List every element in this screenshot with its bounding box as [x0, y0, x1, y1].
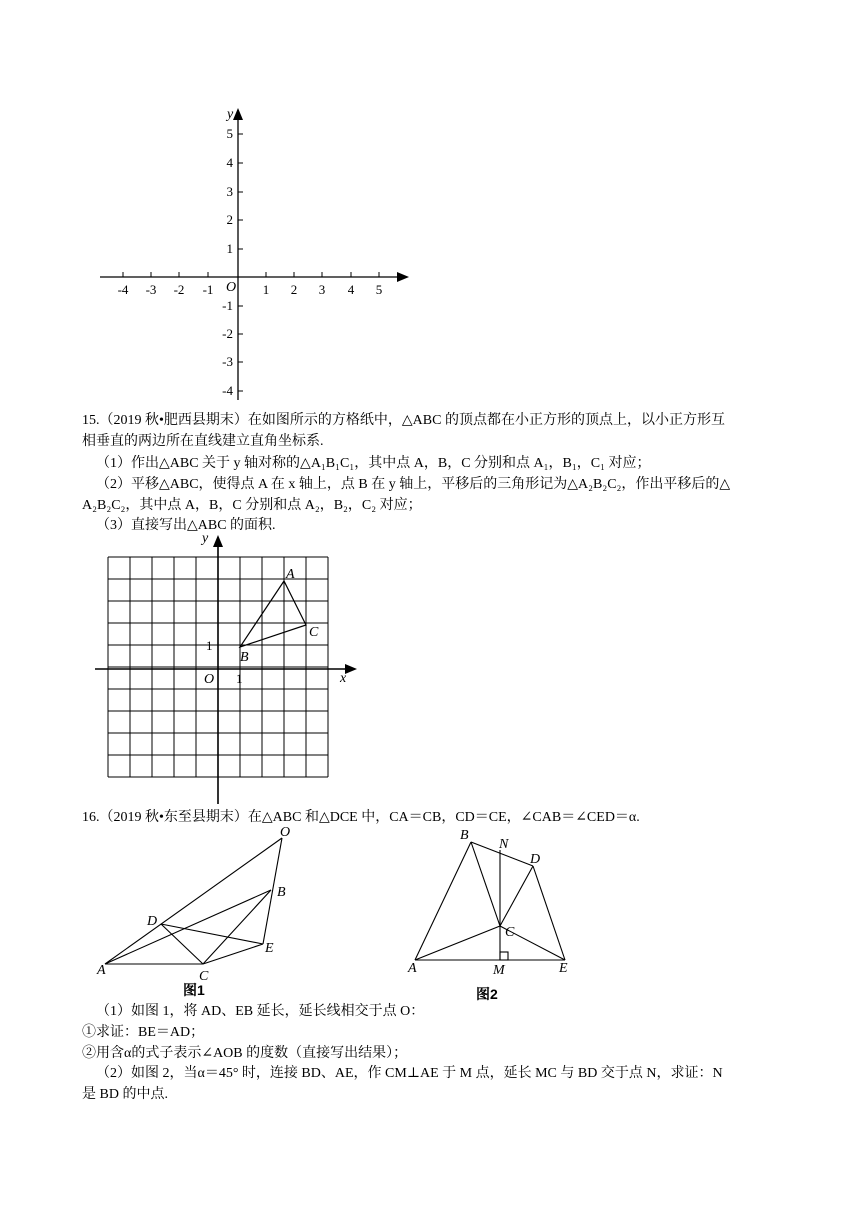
grid-x-label: x [340, 671, 347, 686]
figure-2 [405, 826, 580, 982]
fig2-label-b: B [460, 828, 469, 843]
y-tick-label: 3 [226, 184, 233, 199]
x-tick-label: 5 [375, 282, 383, 297]
grid-origin-label: O [204, 672, 215, 687]
fig2-label-m: M [493, 963, 505, 978]
fig2-label-a: A [408, 961, 417, 976]
y-tick-label: -2 [222, 326, 233, 341]
y-tick-label: 2 [226, 212, 233, 227]
fig2-label-n: N [499, 837, 509, 852]
point-a-label: A [286, 567, 295, 582]
q15-part-2: （2）平移△ABC，使得点 A 在 x 轴上，点 B 在 y 轴上，平移后的三角形记为△A₂B₂C₂，作出平移后的△ [96, 477, 731, 492]
figure-2-caption: 图2 [476, 986, 498, 1002]
q15-part-3: （3）直接写出△ABC 的面积. [96, 518, 276, 533]
figure-1 [95, 824, 305, 986]
q15-part-1: （1）作出△ABC 关于 y 轴对称的△A₁B₁C₁，其中点 A，B，C 分别和点 A₁，B₁，C₁ 对应； [96, 456, 651, 471]
x-tick-label: -1 [202, 282, 214, 297]
triangle-abc [240, 581, 306, 647]
y-tick-label: -1 [222, 298, 233, 313]
fig2-label-e: E [559, 961, 568, 976]
y-tick-label: 1 [226, 241, 233, 256]
y-tick-label: -4 [222, 383, 233, 398]
x-tick-label: 2 [290, 282, 298, 297]
y-tick-label: 4 [226, 155, 233, 170]
q16-head: 16.（2019 秋•东至县期末）在△ABC 和△DCE 中，CA＝CB，CD＝CE，∠CAB＝∠CED＝α. [82, 810, 640, 825]
q16-part-1: （1）如图 1，将 AD、EB 延长，延长线相交于点 O： [96, 1004, 425, 1019]
x-tick-label: -2 [173, 282, 185, 297]
fig2-label-d: D [530, 852, 541, 867]
origin-label: O [226, 280, 237, 295]
grid-figure [95, 530, 365, 806]
x-tick-label: 1 [262, 282, 270, 297]
point-c-label: C [309, 625, 319, 640]
x-tick-label: 4 [347, 282, 355, 297]
q16-part-2-cont: 是 BD 的中点. [82, 1087, 168, 1102]
fig1-label-a: A [97, 963, 106, 978]
grid-one-x-label: 1 [236, 671, 243, 686]
y-tick-label: -3 [222, 354, 233, 369]
x-tick-label: 3 [318, 282, 326, 297]
q15-head: 15.（2019 秋•肥西县期末）在如图所示的方格纸中，△ABC 的顶点都在小正方形的顶点上，以小正方形互 [82, 413, 725, 428]
fig1-label-c: C [199, 969, 209, 984]
coordinate-axes-figure [95, 100, 415, 410]
x-tick-label: -3 [145, 282, 157, 297]
y-tick-label: 5 [226, 126, 233, 141]
fig1-label-o: O [280, 825, 291, 840]
q15-part-2-cont: A₂B₂C₂，其中点 A，B，C 分别和点 A₂，B₂，C₂ 对应； [82, 498, 422, 513]
q16-part-1a: ①求证：BE＝AD； [82, 1025, 205, 1040]
q16-part-1b: ②用含α的式子表示∠AOB 的度数（直接写出结果）； [82, 1046, 408, 1061]
figure-1-caption: 图1 [183, 982, 205, 998]
q16-part-2: （2）如图 2，当α＝45° 时，连接 BD、AE，作 CM⊥AE 于 M 点，延长 MC 与 BD 交于点 N，求证：N [96, 1066, 723, 1081]
grid-y-label: y [202, 531, 209, 546]
fig1-label-b: B [277, 885, 286, 900]
fig1-label-e: E [265, 941, 274, 956]
axis-y-label: y [227, 107, 234, 122]
grid-one-y-label: 1 [206, 638, 213, 653]
point-b-label: B [240, 650, 249, 665]
q15-head-cont: 相垂直的两边所在直线建立直角坐标系. [82, 434, 324, 449]
x-tick-label: -4 [117, 282, 129, 297]
fig1-label-d: D [147, 914, 158, 929]
fig2-label-c: C [505, 925, 515, 940]
